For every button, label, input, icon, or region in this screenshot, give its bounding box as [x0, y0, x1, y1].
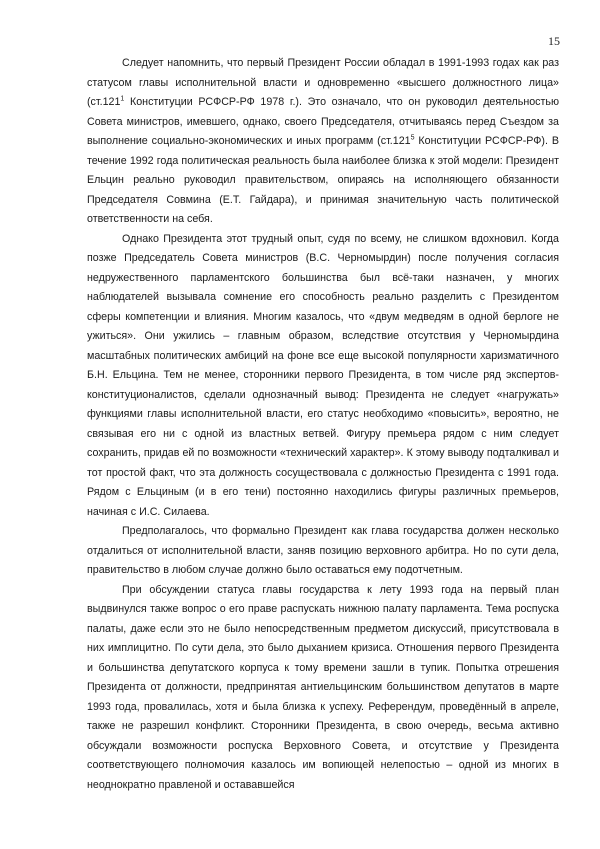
footnote-superscript: 1	[120, 95, 125, 103]
paragraph-4: При обсуждении статуса главы государства к лету 1993 года на первый план выдвинулся также вопрос о его праве распускать нижнюю палату парламента. Тема роспуска палаты, даже если это не было непосредственным предметом дискуссий, присутствовала в них имплицитно. По сути дела, это было дыханием кризиса. Отношения первого Президента и большинства депутатского корпуса к тому времени зашли в тупик. Попытка отрешения Президента от должности, предпринятая антиельцинским большинством депутатов в марте 1993 года, провалилась, хотя и была близка к успеху. Референдум, проведённый в апреле, также не разрешил конфликт. Сторонники Президента, в свою очередь, весьма активно обсуждали возможности роспуска Верховного Совета, и отсутствие у Президента соответствующего полномочия казалось им вопиющей нелепостью – одной из многих в неоднократно правленой и остававшейся	[87, 583, 559, 791]
paragraph-2: Однако Президента этот трудный опыт, судя по всему, не слишком вдохновил. Когда позже Председатель Совета министров (В.С. Черномырдин) после получения согласия недружественного парламентского большинства был всё-таки назначен, у многих наблюдателей вызывала сомнение его способность реально разделить с Президентом сферы компетенции и влияния. Многим казалось, что «двум медведям в одной берлоге не ужиться». Они ужились – главным образом, вследствие отсутствия у Черномырдина масштабных политических амбиций на фоне все еще высокой популярности харизматичного Б.Н. Ельцина. Тем не менее, сторонники первого Президента, в том числе ряд экспертов-конституционалистов, сделали однозначный вывод: Президента не следует «нагружать» функциями главы исполнительной власти, его статус необходимо «повысить», вероятно, не связывая его ни с одной из властных ветвей. Фигуру премьера рядом с ним следует сохранить, придав ей по возможности «технический характер». К этому выводу подталкивал и тот простой факт, что эта должность сосуществовала с должностью Президента с 1991 года. Рядом с Ельциным (и в его тени) постоянно находились фигуры различных премьеров, начиная с И.С. Силаева.	[87, 232, 559, 518]
footnote-superscript: 5	[410, 134, 415, 142]
body-text	[87, 54, 559, 795]
paragraph-1: Следует напомнить, что первый Президент России обладал в 1991-1993 годах как раз статусом главы исполнительной власти и одновременно «высшего должностного лица» (ст.121$^1$ Конституции РСФСР-РФ 1978 г.). Это означало, что он руководил деятельностью Совета министров, имевшего, однако, своего Председателя, отчитываясь перед Съездом за выполнение социально-экономических и иных программ (ст.121$^5$ Конституции РСФСР-РФ). В течение 1992 года политическая реальность была наиболее близка к этой модели: Президент Ельцин реально руководил правительством, опираясь на исполняющего обязанности Председателя Совмина (Е.Т. Гайдара), и принимая значительную часть политической ответственности на себя.	[87, 57, 559, 225]
paragraph-3: Предполагалось, что формально Президент как глава государства должен несколько отдалиться от исполнительной власти, заняв позицию верховного арбитра. Но по сути дела, правительство в любом случае должно было оставаться ему подотчетным.	[87, 525, 559, 576]
page-number: 15	[548, 34, 560, 48]
